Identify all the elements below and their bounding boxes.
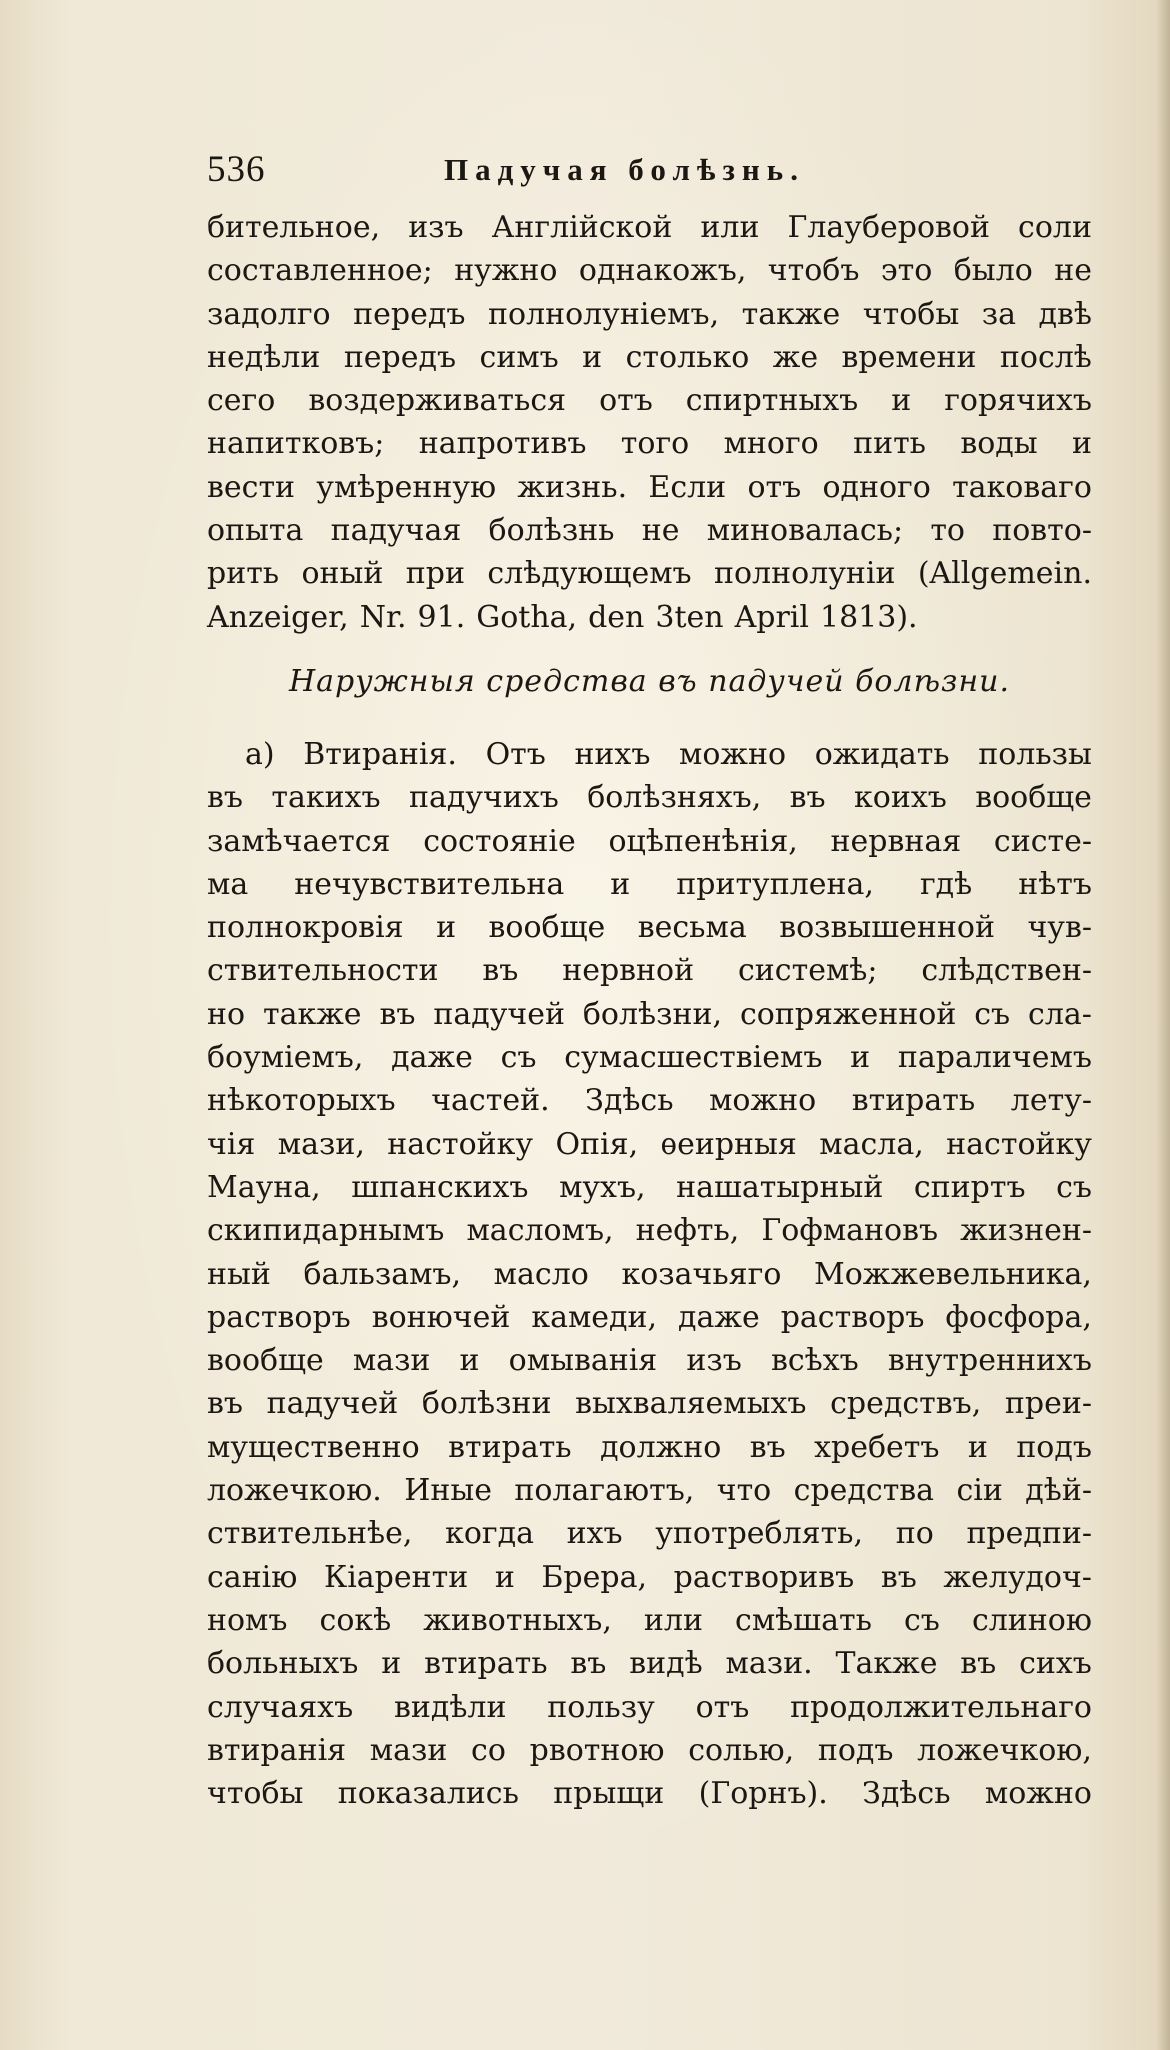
paragraph2-line: скипидарнымъ масломъ, нефть, Гофмановъ жизнен-	[207, 1213, 1092, 1249]
paragraph1-line: недѣли передъ симъ и столько же времени послѣ	[207, 339, 1092, 375]
paragraph2-line: номъ сокѣ животныхъ, или смѣшать съ слиною	[207, 1602, 1092, 1638]
paragraph1-line: вести умѣренную жизнь. Если отъ одного таковаго	[207, 469, 1092, 505]
section-subheading: Наружныя средства въ падучей болѣзни.	[288, 663, 1011, 699]
paragraph2-line: вообще мази и омыванія изъ всѣхъ внутреннихъ	[207, 1343, 1092, 1379]
page-header	[207, 148, 1092, 198]
paragraph2-line: боуміемъ, даже съ сумасшествіемъ и параличемъ	[207, 1040, 1092, 1076]
paragraph2-line: ложечкою. Иные полагаютъ, что средства сіи дѣй-	[207, 1473, 1092, 1509]
paragraph1-line: опыта падучая болѣзнь не миновалась; то повто-	[207, 513, 1092, 549]
paragraph2-line: втиранія мази со рвотною солью, подъ ложечкою,	[207, 1732, 1092, 1768]
paragraph2-line: но также въ падучей болѣзни, сопряженной съ сла-	[207, 996, 1092, 1032]
paragraph2-line: ствительнѣе, когда ихъ употреблять, по предпи-	[207, 1516, 1092, 1552]
paragraph2-line: ма нечувствительна и притуплена, гдѣ нѣтъ	[207, 866, 1092, 902]
paragraph2-line: санію Кіаренти и Брера, растворивъ въ желудоч-	[207, 1559, 1092, 1595]
paragraph1-line: составленное; нужно однакожъ, чтобъ это было не	[207, 253, 1092, 289]
paragraph2-line: Мауна, шпанскихъ мухъ, нашатырный спиртъ съ	[207, 1169, 1092, 1205]
paragraph2-line: въ такихъ падучихъ болѣзняхъ, въ коихъ вообще	[207, 780, 1092, 816]
paragraph2-line: чія мази, настойку Опія, ѳеирныя масла, настойку	[207, 1126, 1092, 1162]
page-number: 536	[207, 149, 266, 190]
paragraph1-line: задолго передъ полнолуніемъ, также чтобы за двѣ	[207, 296, 1092, 332]
paragraph2-line: растворъ вонючей камеди, даже растворъ фосфора,	[207, 1299, 1092, 1335]
paragraph2-line: больныхъ и втирать въ видѣ мази. Также въ сихъ	[207, 1646, 1092, 1682]
body-text	[207, 206, 1092, 1815]
running-head: Падучая болѣзнь.	[444, 152, 805, 187]
spacer	[207, 725, 1092, 733]
paragraph1-line: сего воздерживаться отъ спиртныхъ и горячихъ	[207, 383, 1092, 419]
paragraph2-line: чтобы показались прыщи (Горнъ). Здѣсь можно	[207, 1776, 1092, 1812]
paragraph2-line: ствительности въ нервной системѣ; слѣдствен-	[207, 953, 1092, 989]
paragraph2-line: случаяхъ видѣли пользу отъ продолжительнаго	[207, 1689, 1092, 1725]
paragraph2-line: въ падучей болѣзни выхваляемыхъ средствъ, преи-	[207, 1386, 1092, 1422]
paragraph1-line: бительное, изъ Англійской или Глауберовой соли	[207, 210, 1092, 245]
paragraph2-line: замѣчается состояніе оцѣпенѣнія, нервная систе-	[207, 823, 1092, 859]
paragraph2-line: мущественно втирать должно въ хребетъ и подъ	[207, 1429, 1092, 1465]
paragraph1-line: Anzeiger, Nr. 91. Gotha, den 3ten April 1813).	[207, 599, 918, 635]
paragraph1-line: напитковъ; напротивъ того много пить воды и	[207, 426, 1092, 462]
paragraph2-line: ный бальзамъ, масло козачьяго Можжевельника,	[207, 1256, 1092, 1292]
paragraph2-line: нѣкоторыхъ частей. Здѣсь можно втирать лету-	[207, 1083, 1092, 1119]
paragraph1-line: рить оный при слѣдующемъ полнолуніи (Allgemein.	[207, 556, 1092, 592]
paragraph2-line: полнокровія и вообще весьма возвышенной чув-	[207, 910, 1092, 946]
page-edge-shadow	[1156, 0, 1170, 2050]
paragraph2-line: а) Втиранія. Отъ нихъ можно ожидать пользы	[245, 736, 1092, 772]
